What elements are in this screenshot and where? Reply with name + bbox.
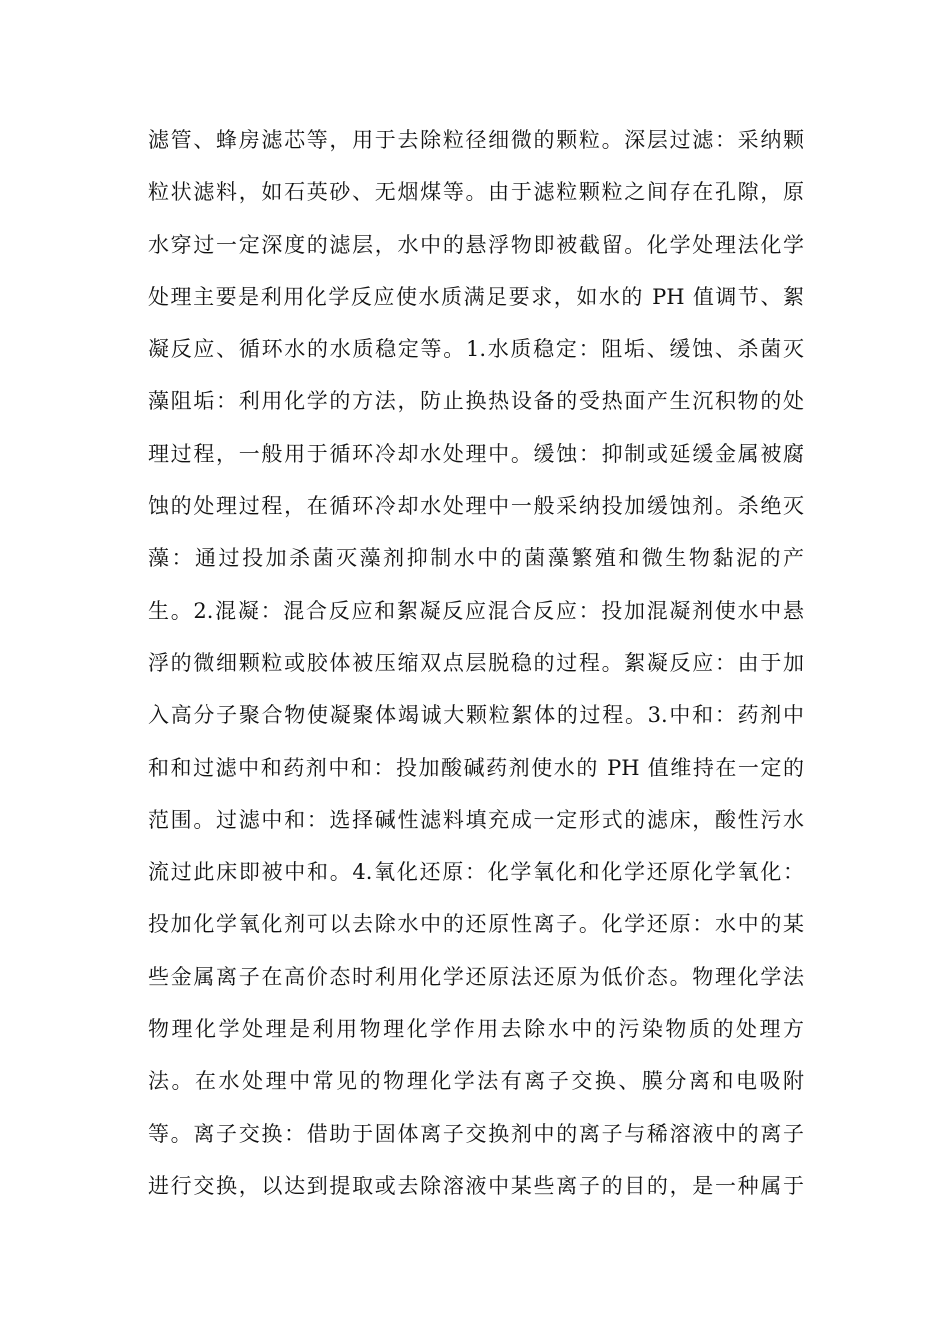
body-text <box>148 114 804 1212</box>
text-line: 粒状滤料，如石英砂、无烟煤等。由于滤粒颗粒之间存在孔隙，原 <box>148 180 804 205</box>
text-line: 等。离子交换：借助于固体离子交换剂中的离子与稀溶液中的离子 <box>148 1121 804 1146</box>
text-line: 和和过滤中和药剂中和：投加酸碱药剂使水的 PH 值维持在一定的 <box>148 755 804 780</box>
text-line: 理过程，一般用于循环冷却水处理中。缓蚀：抑制或延缓金属被腐 <box>148 441 804 466</box>
text-line: 范围。过滤中和：选择碱性滤料填充成一定形式的滤床，酸性污水 <box>148 807 804 832</box>
text-line: 凝反应、循环水的水质稳定等。1.水质稳定：阻垢、缓蚀、杀菌灭 <box>148 337 804 362</box>
text-line: 生。2.混凝：混合反应和絮凝反应混合反应：投加混凝剂使水中悬 <box>148 598 804 623</box>
text-line: 流过此床即被中和。4.氧化还原：化学氧化和化学还原化学氧化： <box>148 860 804 885</box>
text-line: 水穿过一定深度的滤层，水中的悬浮物即被截留。化学处理法化学 <box>148 232 804 257</box>
text-line: 进行交换，以达到提取或去除溶液中某些离子的目的，是一种属于 <box>148 1173 804 1198</box>
text-line: 滤管、蜂房滤芯等，用于去除粒径细微的颗粒。深层过滤：采纳颗 <box>148 128 804 152</box>
text-line: 法。在水处理中常见的物理化学法有离子交换、膜分离和电吸附 <box>148 1069 804 1094</box>
text-line: 投加化学氧化剂可以去除水中的还原性离子。化学还原：水中的某 <box>148 912 804 937</box>
text-line: 蚀的处理过程，在循环冷却水处理中一般采纳投加缓蚀剂。杀绝灭 <box>148 494 804 519</box>
text-line: 藻：通过投加杀菌灭藻剂抑制水中的菌藻繁殖和微生物黏泥的产 <box>148 546 804 571</box>
text-line: 藻阻垢：利用化学的方法，防止换热设备的受热面产生沉积物的处 <box>148 389 804 414</box>
text-line: 入高分子聚合物使凝聚体竭诚大颗粒絮体的过程。3.中和：药剂中 <box>148 703 804 728</box>
text-line: 处理主要是利用化学反应使水质满足要求，如水的 PH 值调节、絮 <box>148 284 804 309</box>
text-line: 浮的微细颗粒或胶体被压缩双点层脱稳的过程。絮凝反应：由于加 <box>148 650 804 675</box>
text-line: 些金属离子在高价态时利用化学还原法还原为低价态。物理化学法 <box>148 964 804 989</box>
text-line: 物理化学处理是利用物理化学作用去除水中的污染物质的处理方 <box>148 1017 804 1042</box>
